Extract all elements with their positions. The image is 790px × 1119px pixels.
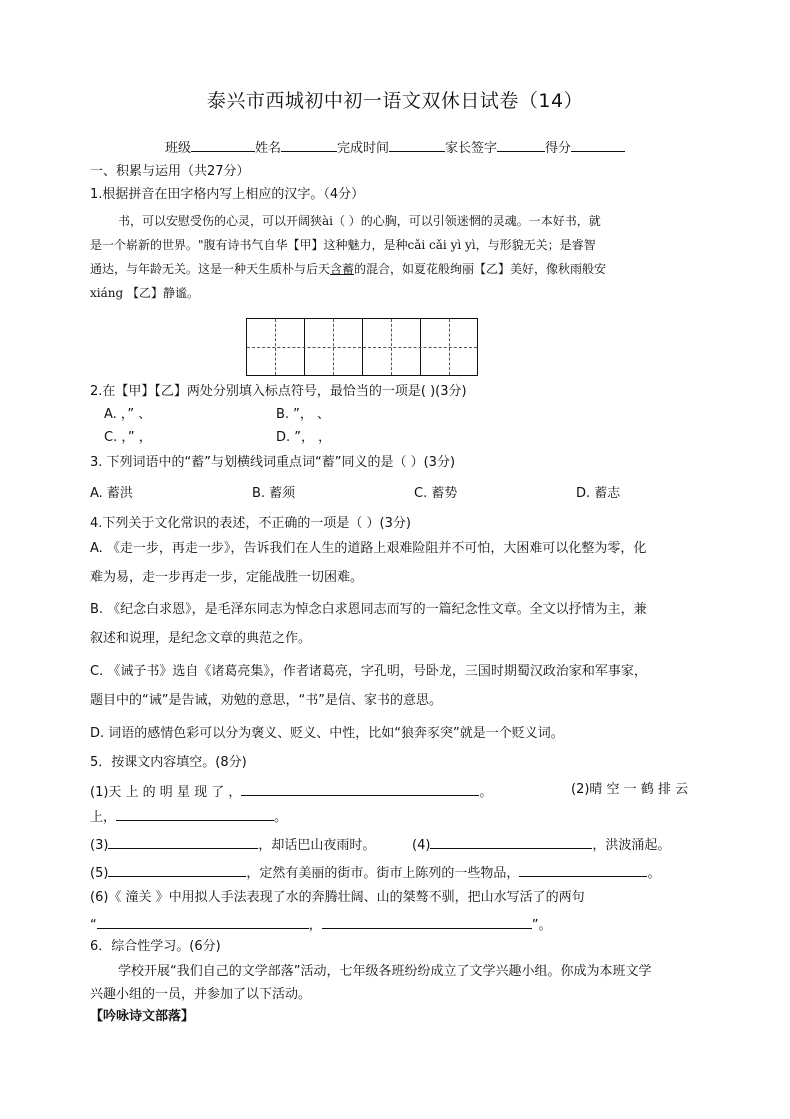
q4-stem: 4.下列关于文化常识的表述，不正确的一项是（ ）(3分) xyxy=(90,516,411,531)
q5-stem: 5．按课文内容填空。(8分) xyxy=(90,755,247,770)
q5-4-num: (4) xyxy=(412,838,431,853)
q6-subheading: 【吟咏诗文部落】 xyxy=(90,1009,195,1024)
q5-line-1 xyxy=(90,781,492,802)
q5-line-4 xyxy=(412,834,670,855)
q5-line-7 xyxy=(90,914,552,935)
q5-6-blank-1[interactable] xyxy=(97,914,309,929)
q5-line-5 xyxy=(90,862,660,883)
q3-stem: 3. 下列词语中的“蓄”与划横线词重点词“蓄”同义的是（ ）(3分) xyxy=(90,455,456,470)
q1-stem: 1.根据拼音在田字格内写上相应的汉字。（4分） xyxy=(90,187,365,202)
q5-6-open-quote: “ xyxy=(90,918,97,933)
q4-option-c-line-1[interactable]: C. 《诫子书》选自《诸葛亮集》，作者诸葛亮，字孔明，号卧龙，三国时期蜀汉政治家和军事家， xyxy=(90,664,647,679)
q5-6-blank-2[interactable] xyxy=(322,914,532,929)
q3-option-a[interactable]: A. 蓄洪 xyxy=(90,486,133,501)
class-blank[interactable] xyxy=(191,138,255,152)
q3-option-d[interactable]: D. 蓄志 xyxy=(576,486,621,501)
q2-stem: 2.在【甲】【乙】两处分别填入标点符号，最恰当的一项是( )(3分) xyxy=(90,384,467,399)
q5-line-3 xyxy=(90,834,375,855)
q4-option-a-line-1[interactable]: A. 《走一步，再走一步》，告诉我们在人生的道路上艰难险阻并不可怕，大困难可以化整为零，化 xyxy=(90,541,647,556)
q1-passage-line-4: xiáng 【乙】静谧。 xyxy=(90,286,199,300)
name-label: 姓名 xyxy=(254,141,281,156)
student-info-row xyxy=(0,137,790,156)
tianzige-grid[interactable] xyxy=(246,318,478,376)
q6-stem: 6．综合性学习。(6分) xyxy=(90,939,221,954)
q5-5-blank-2[interactable] xyxy=(519,862,647,877)
q5-5-blank-1[interactable] xyxy=(108,862,246,877)
q1-passage-line-2: 是一个崭新的世界。"腹有诗书气自华【甲】这种魅力，是种cǎi cǎi yì yì，与形貌无关；是睿智 xyxy=(90,238,596,252)
q1-passage-line-1: 书，可以安慰受伤的心灵，可以开阔狭ài（ ）的心胸，可以引领迷惘的灵魂。一本好书，就 xyxy=(118,214,601,228)
score-blank[interactable] xyxy=(571,138,625,152)
time-label: 完成时间 xyxy=(336,141,389,156)
q1-passage-line-3 xyxy=(90,260,606,278)
q5-line-2 xyxy=(90,806,287,827)
q6-paragraph-line-2: 兴趣小组的一员，并参加了以下活动。 xyxy=(90,987,312,1002)
q5-2-start: 上， xyxy=(90,810,117,825)
score-label: 得分 xyxy=(545,141,572,156)
parent-blank[interactable] xyxy=(497,138,545,152)
q2-option-c[interactable]: C. ，” ， xyxy=(104,430,152,445)
q4-option-b-line-2: 叙述和说理，是纪念文章的典范之作。 xyxy=(90,631,312,646)
q2-option-a[interactable]: A. ，” 、 xyxy=(104,407,152,422)
q5-line-6: (6)《 潼关 》中用拟人手法表现了水的奔腾壮阔、山的桀骜不驯，把山水写活了的两句 xyxy=(90,890,585,905)
q1-passage-line-3a: 通达，与年龄无关。这是一种天生质朴与后天 xyxy=(90,262,331,276)
q3-option-b[interactable]: B. 蓄须 xyxy=(252,486,296,501)
q5-6-comma: ， xyxy=(308,918,322,933)
q5-5-num: (5) xyxy=(90,866,109,881)
time-blank[interactable] xyxy=(389,138,445,152)
q5-1-end: 。 xyxy=(479,785,493,800)
q4-option-c-line-2: 题目中的“诫”是告诫，劝勉的意思，“书”是信、家书的意思。 xyxy=(90,693,442,708)
q1-passage-line-3b: 的混合，如夏花般绚丽【乙】美好，像秋雨般安 xyxy=(354,262,607,276)
class-label: 班级 xyxy=(164,141,191,156)
q5-5-text: ，定然有美丽的街市。街市上陈列的一些物品， xyxy=(246,866,520,881)
q5-4-text: ，洪波涌起。 xyxy=(592,838,671,853)
underlined-word: 含蓄 xyxy=(330,262,355,276)
q5-1-blank[interactable] xyxy=(241,781,479,796)
q5-3-num: (3) xyxy=(90,838,109,853)
name-blank[interactable] xyxy=(281,138,337,152)
q2-option-b[interactable]: B. ”， 、 xyxy=(276,407,331,422)
q5-1-prompt: (1)天 上 的 明 星 现 了 ， xyxy=(90,785,242,800)
q5-3-blank[interactable] xyxy=(108,834,258,849)
q4-option-a-line-2: 难为易，走一步再走一步，定能战胜一切困难。 xyxy=(90,570,364,585)
section-heading: 一、积累与运用（共27分） xyxy=(90,164,250,179)
q5-3-text: ，却话巴山夜雨时。 xyxy=(258,838,376,853)
q5-4-blank[interactable] xyxy=(430,834,592,849)
q5-6-close: ”。 xyxy=(531,918,552,933)
q4-option-d[interactable]: D. 词语的感情色彩可以分为褒义、贬义、中性，比如“狼奔豕突”就是一个贬义词。 xyxy=(90,726,564,741)
q6-paragraph-line-1: 学校开展“我们自己的文学部落”活动，七年级各班纷纷成立了文学兴趣小组。你成为本班文学 xyxy=(118,964,652,979)
q4-option-b-line-1[interactable]: B. 《纪念白求恩》，是毛泽东同志为悼念白求恩同志而写的一篇纪念性文章。全文以抒情为主，兼 xyxy=(90,602,647,617)
q2-option-d[interactable]: D. ”， ， xyxy=(276,430,332,445)
q5-2-end: 。 xyxy=(274,810,288,825)
q5-5-end: 。 xyxy=(647,866,661,881)
q5-2-blank[interactable] xyxy=(116,806,274,821)
parent-label: 家长签字 xyxy=(445,141,498,156)
q5-2-prompt: (2)晴 空 一 鹤 排 云 xyxy=(571,782,689,797)
page-title: 泰兴市西城初中初一语文双休日试卷（14） xyxy=(206,90,584,112)
q3-option-c[interactable]: C. 蓄势 xyxy=(414,486,458,501)
